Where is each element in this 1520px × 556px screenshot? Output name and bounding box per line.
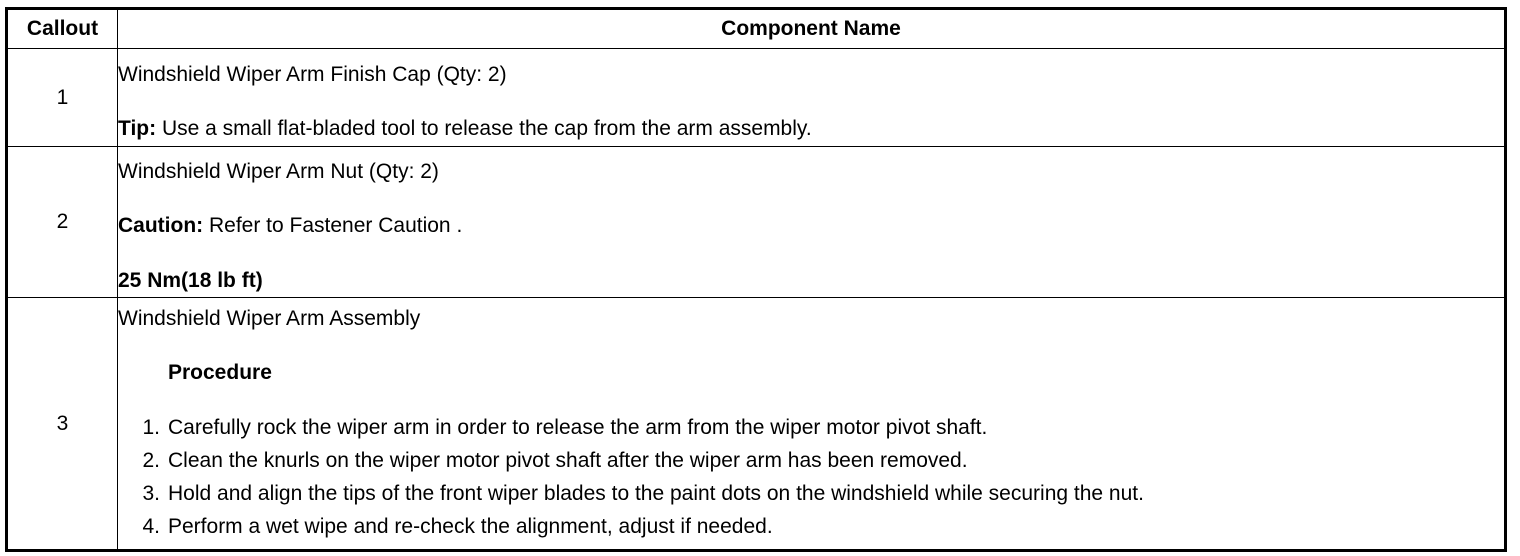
- table-header-row: [7, 9, 1506, 49]
- caution-text: Refer to Fastener Caution .: [203, 213, 463, 237]
- header-component-name: Component Name: [118, 9, 1506, 49]
- component-table: [5, 7, 1507, 552]
- procedure-steps: [118, 416, 1504, 548]
- torque-spec: 25 Nm(18 lb ft): [118, 268, 263, 292]
- step-number: 1.: [142, 416, 160, 439]
- callout-number: 2: [7, 147, 118, 298]
- step-text: Perform a wet wipe and re-check the alignment, adjust if needed.: [168, 515, 773, 538]
- callout-number: 1: [7, 49, 118, 147]
- step-text: Hold and align the tips of the front wiper blades to the paint dots on the windshield while securing the nut.: [168, 482, 1144, 505]
- list-item: [118, 449, 1504, 482]
- callout-number: 3: [7, 298, 118, 551]
- component-name: Windshield Wiper Arm Nut (Qty: 2): [118, 159, 439, 183]
- component-cell: [118, 298, 1506, 551]
- component-name: Windshield Wiper Arm Finish Cap (Qty: 2): [118, 62, 507, 86]
- list-item: [118, 416, 1504, 449]
- caution-line: [118, 214, 1504, 238]
- step-text: Carefully rock the wiper arm in order to release the arm from the wiper motor pivot shaft.: [168, 416, 988, 439]
- list-item: [118, 515, 1504, 548]
- step-number: 2.: [142, 449, 160, 472]
- component-cell: [118, 49, 1506, 147]
- step-text: Clean the knurls on the wiper motor pivot shaft after the wiper arm has been removed.: [168, 449, 968, 472]
- caution-label: Caution:: [118, 213, 204, 237]
- header-callout: Callout: [7, 9, 118, 49]
- step-number: 4.: [142, 515, 160, 538]
- table-row: [7, 147, 1506, 298]
- step-number: 3.: [142, 482, 160, 505]
- table-row: [7, 49, 1506, 147]
- component-name: Windshield Wiper Arm Assembly: [118, 307, 421, 330]
- tip-line: [118, 117, 1504, 141]
- list-item: [118, 482, 1504, 515]
- table-row: [7, 298, 1506, 551]
- tip-label: Tip:: [118, 116, 157, 140]
- procedure-title: Procedure: [168, 361, 272, 384]
- tip-text: Use a small flat-bladed tool to release the cap from the arm assembly.: [156, 116, 812, 140]
- component-cell: [118, 147, 1506, 298]
